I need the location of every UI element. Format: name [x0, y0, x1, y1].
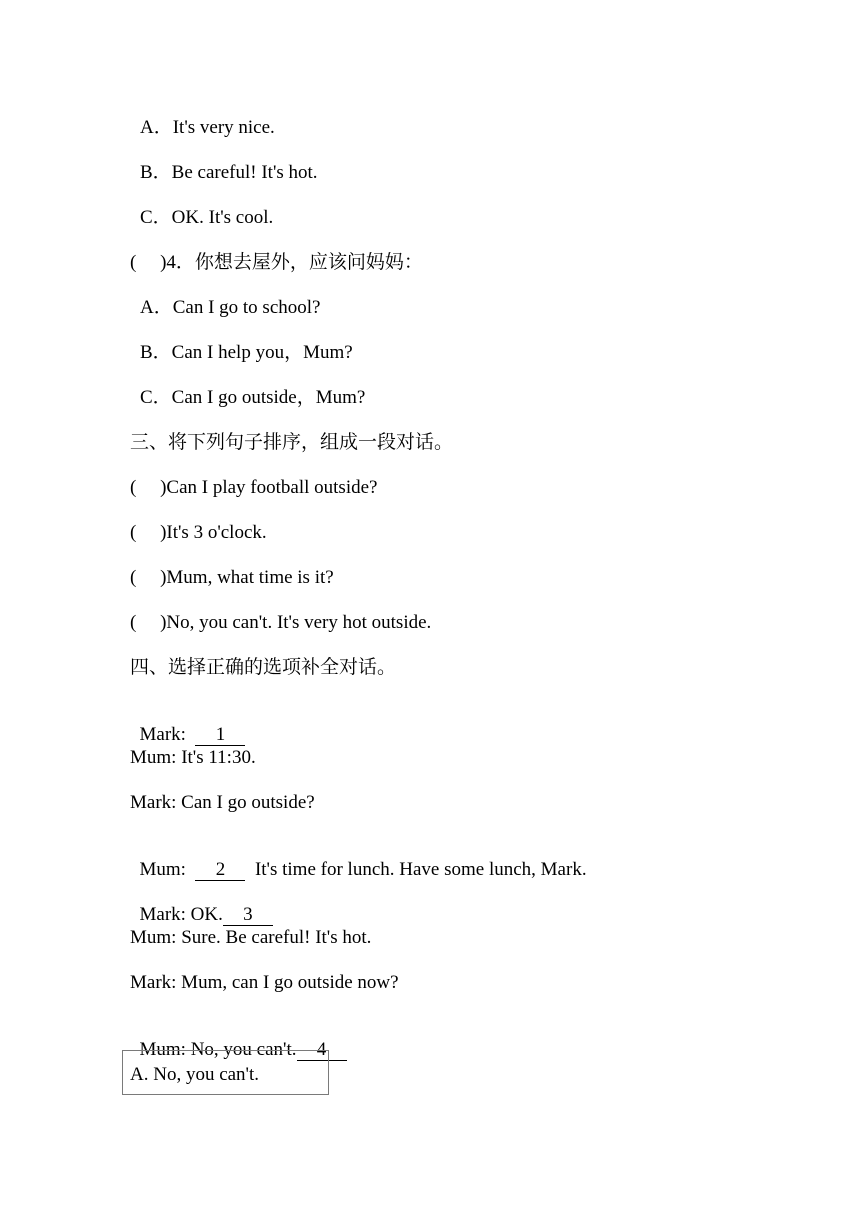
speaker-text: Mum: No, you can't.	[139, 1039, 297, 1060]
section-4-title: 四、选择正确的选项补全对话。	[130, 657, 397, 678]
dialogue-line-1	[130, 702, 245, 746]
section-3-title: 三、将下列句子排序，组成一段对话。	[130, 432, 454, 453]
option-a: A．It's very nice.	[140, 117, 275, 138]
q4-option-a: A．Can I go to school?	[140, 297, 321, 318]
order-item: ( )No, you can't. It's very hot outside.	[130, 612, 432, 633]
speaker-text: Mum:	[139, 859, 196, 880]
q4-option-c: C．Can I go outside，Mum?	[140, 387, 366, 408]
blank-3[interactable]: 3	[223, 905, 273, 926]
blank-4[interactable]: 4	[297, 1040, 347, 1061]
blank-2[interactable]: 2	[195, 860, 245, 881]
order-item: ( )It's 3 o'clock.	[130, 522, 267, 543]
dialogue-line-2: Mum: It's 11:30.	[130, 747, 256, 768]
speaker-text: Mark: OK.	[139, 904, 223, 925]
option-box	[122, 1050, 329, 1095]
dialogue-line-6: Mum: Sure. Be careful! It's hot.	[130, 927, 372, 948]
dialogue-line-5	[130, 882, 273, 926]
order-item: ( )Can I play football outside?	[130, 477, 378, 498]
option-box-text: A. No, you can't.	[130, 1064, 260, 1085]
line-text: It's time for lunch. Have some lunch, Mark.	[245, 859, 587, 880]
order-item: ( )Mum, what time is it?	[130, 567, 334, 588]
question-4-stem: ( )4．你想去屋外，应该问妈妈：	[130, 252, 423, 273]
q4-option-b: B．Can I help you，Mum?	[140, 342, 353, 363]
option-c: C．OK. It's cool.	[140, 207, 274, 228]
dialogue-line-3: Mark: Can I go outside?	[130, 792, 315, 813]
dialogue-line-4	[130, 837, 587, 881]
blank-1[interactable]: 1	[195, 725, 245, 746]
dialogue-line-7: Mark: Mum, can I go outside now?	[130, 972, 399, 993]
option-b: B．Be careful! It's hot.	[140, 162, 318, 183]
speaker-text: Mark:	[139, 724, 196, 745]
